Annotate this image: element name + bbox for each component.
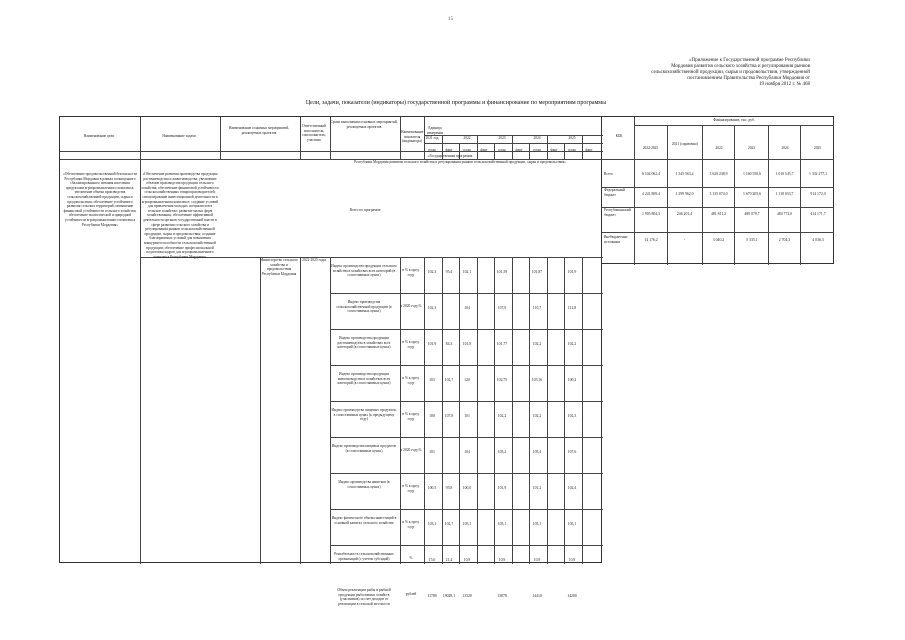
indicator-value: 10,9 (498, 558, 506, 562)
indicator-value: 107,8 (444, 414, 454, 418)
header-activity: Наименование основных мероприятий, реализуемых проектов (228, 126, 290, 135)
indicator-value: 101,9 (427, 342, 437, 346)
header-fin-total: 2022-2025 (642, 146, 659, 150)
indicator-name: Индекс производства продукции сельского хозяйства в хозяйствах всех категорий (в сопоставимых ценах) (331, 264, 397, 278)
approval-line: Мордовия развития сельского хозяйства и регулирования рынков (671, 64, 810, 69)
source-2025: 4 036,3 (812, 238, 824, 242)
header-goal: Наименование цели (83, 134, 115, 138)
indicator-unit: в % к пред. году (402, 268, 420, 277)
indicator-value: 95,4 (445, 270, 453, 274)
indicator-value: 15,0 (428, 558, 436, 562)
approval-line: постановлением Правительства Республики Мордовия от (687, 76, 810, 81)
indicator-value: 101,8 (462, 342, 472, 346)
approval-line: сельскохозяйственной продукции, сырья и продовольствия, утвержденной (651, 70, 810, 75)
header-indicator: Наименование показателя (индикатора) (401, 130, 424, 144)
source-2024: 1 010 545,7 (775, 172, 794, 176)
source-2024: 1 118 033,7 (775, 192, 794, 196)
indicator-unit: % (409, 556, 413, 560)
indicator-value: 105,1 (462, 522, 472, 526)
header-task: Наименование задачи (162, 134, 196, 138)
responsible-text: Министерство сельского хозяйства и продовольствия Республики Мордовия (260, 258, 298, 276)
source-total: 1 905 804,3 (641, 212, 661, 216)
indicator-unit: в % к пред. году (402, 484, 420, 493)
indicator-value: 102,2 (532, 342, 542, 346)
task-text: «Обеспечение развития производства продукции растениеводства и животноводства; увеличение объемов производства продукции сельского хозяйства; обеспечение финансовой устойчивости сельскохозяйственных товаропроизводителей; стимулирование инвестиционной деятельности в агропромышленном комплексе; создание условий для привлечения молодых специалистов в сельское хозяйство; развитие малых форм хозяйствования; обеспечение эффективной деятельности органов государственной власти в сфере развития сельского хозяйства и регулирования рынков сельскохозяйственной продукции, сырья и продовольствия; создание благоприятных условий для повышения конкурентоспособности сельскохозяйственной продукции; обеспечение профессиональной подготовки кадров для агропромышленного комплекса Республики Мордовия» (141, 172, 219, 259)
header-fact: факт (515, 148, 523, 152)
source-2025: 414 171,7 (810, 212, 826, 216)
indicator-value: 101,77 (496, 342, 508, 346)
header-fin-2021: 2021 (справочно) (671, 142, 699, 146)
approval-line: «Приложение к Государственной программе Республики (688, 58, 810, 63)
indicator-value: 10,9 (533, 558, 541, 562)
source-2023: 1 160 550,6 (742, 172, 762, 176)
header-fact: факт (550, 148, 558, 152)
indicator-value: 101,87 (531, 270, 543, 274)
indicator-value: 13878 (497, 594, 507, 598)
header-plan: план (463, 148, 471, 152)
header-year-2023: 2023 (498, 136, 506, 140)
indicator-value: 102,75 (496, 378, 508, 382)
indicator-unit: в % к пред. году (402, 520, 420, 529)
indicator-value: 100 (429, 414, 435, 418)
header-unit: Единица измерения (426, 126, 444, 135)
source-2023: 5 335,1 (746, 238, 758, 242)
indicator-value: 120 (464, 378, 470, 382)
source-total: 14 176,2 (644, 238, 658, 242)
indicator-value: 14410 (532, 594, 542, 598)
header-fact: факт (480, 148, 488, 152)
indicator-value: 11780 (427, 594, 437, 598)
approval-note (630, 58, 810, 88)
indicator-name: Индекс производства пищевых продуктов (в сопоставимых ценах) (331, 444, 397, 453)
source-2024: 2 704,3 (778, 238, 791, 242)
indicator-value: 104 (464, 306, 470, 310)
header-plan: план (498, 148, 506, 152)
indicator-value: 21,4 (445, 558, 453, 562)
indicator-value: 102,3 (427, 270, 437, 274)
indicator-name: Индекс производства продукции животноводства в хозяйствах всех категорий (в сопоставимых ценах) (337, 372, 391, 386)
program-name: Республики Мордовия развития сельского хозяйства и регулирования рынков сельскохозяйственной продукции, сырья и продовольствия» (354, 160, 566, 164)
header-fin-2024: 2024 (781, 146, 789, 150)
source-2022: 481 811,2 (710, 212, 727, 216)
source-total: 4 241 809,4 (641, 192, 661, 196)
indicator-unit: в % к пред. году (402, 412, 420, 421)
source-2021: 1 299 962,0 (675, 192, 694, 196)
program-row: «Государственная программа (427, 154, 473, 158)
indicator-value: 105,16 (531, 378, 543, 382)
header-year-2025: 2025 (568, 136, 576, 140)
indicator-unit: к 2020 году,% (400, 448, 422, 452)
header-term: Сроки выполнения основных мероприятий, реализуемых проектов (330, 120, 398, 129)
indicator-name: Рентабельность сельскохозяйственных организаций (с учетом субсидий) (334, 552, 394, 561)
indicator-value: 102,1 (462, 270, 472, 274)
indicator-value: 102,2 (532, 414, 542, 418)
indicator-value: 101,2 (532, 486, 542, 490)
indicator-value: 102,2 (567, 342, 577, 346)
source-name: Республиканский бюджет (604, 208, 631, 217)
source-2024: 484 772,0 (776, 212, 793, 216)
source-2025: 1 332 277,1 (808, 172, 828, 176)
source-name: Всего (604, 172, 613, 176)
document-title: Цели, задачи, показатели (индикаторы) государственной программы и финансирование по мероприятиям программы (305, 100, 607, 106)
indicator-unit: в % к пред. году (402, 376, 420, 385)
indicator-value: 100,2 (567, 378, 577, 382)
indicator-value: 112,8 (567, 306, 577, 310)
indicator-value: 101 (429, 450, 435, 454)
header-year-2024: 2024 (533, 136, 541, 140)
indicator-value: 14200 (567, 594, 577, 598)
term-text: 2022-2025 годы (302, 258, 326, 262)
source-2022: 3 135 074,0 (709, 192, 728, 196)
indicator-value: 84,3 (445, 342, 453, 346)
header-plan: план (428, 148, 436, 152)
header-kbk: КБК (615, 134, 623, 138)
indicator-value: 105,2 (497, 450, 507, 454)
indicator-value: 103 (429, 378, 435, 382)
indicator-value: 107,9 (497, 306, 507, 310)
source-2022: 3 040,2 (712, 238, 725, 242)
indicator-name: Объем реализации рыбы и рыбной продукции рыболовных хозяйств (участников) за счет доходов от реализации в сельской местности (337, 588, 391, 606)
indicator-name: Индекс производства напитков (в сопоставимых ценах) (338, 480, 390, 489)
header-responsible: Ответственный исполнитель, соисполнитель, участник (302, 124, 326, 142)
indicator-name: Индекс физического объема инвестиций в основной капитал сельского хозяйства (331, 516, 397, 525)
indicator-value: 103,1 (427, 522, 437, 526)
indicator-value: 101,9 (497, 486, 507, 490)
indicator-value: 95,8 (445, 486, 453, 490)
indicator-value: 105,1 (532, 522, 542, 526)
indicator-value: 10,9 (568, 558, 576, 562)
indicator-value: 101,9 (567, 270, 577, 274)
total-label: Всего по программе (349, 208, 381, 212)
indicator-value: 102,7 (444, 522, 454, 526)
indicator-value: 107,6 (567, 450, 577, 454)
indicator-value: 102,4 (567, 486, 577, 490)
indicator-value: 102,3 (567, 414, 577, 418)
source-2021: 1 545 563,4 (675, 172, 694, 176)
goal-text: «Обеспечение продовольственной безопасности Республики Мордовия в рамках полноценного сбалансированного питания населения продуктами агропромышленного комплекса; увеличение объема производства сельскохозяйственной продукции, сырья и продовольствия; обеспечение устойчивого развития сельских территорий; повышение финансовой устойчивости сельского хозяйства; обеспечение экологической и природной устойчивости агропромышленного комплекса Республики Мордовия» (62, 172, 138, 227)
indicator-value: 110,7 (532, 306, 542, 310)
indicator-value: 19028,1 (442, 594, 456, 598)
header-financing: Финансирование, тыс. руб. (713, 118, 755, 122)
indicator-value: 105,4 (532, 450, 542, 454)
source-2021: 246 201,4 (676, 212, 693, 216)
indicator-unit: в % к пред. году (402, 340, 420, 349)
indicator-value: 102,7 (444, 378, 454, 382)
header-fin-2023: 2023 (747, 146, 756, 150)
indicator-value: 100,5 (427, 486, 437, 490)
source-2022: 3 620 238,9 (709, 172, 728, 176)
indicator-value: 101 (464, 414, 470, 418)
header-year-2021: 2021 год (425, 136, 439, 140)
indicator-value: 105,1 (497, 522, 507, 526)
header-fin-2025: 2025 (813, 146, 822, 150)
indicator-value: 101,59 (496, 270, 508, 274)
indicator-value: 102,2 (497, 414, 507, 418)
indicator-name: Индекс производства сельскохозяйственной продукции (в сопоставимых ценах) (336, 300, 392, 314)
indicator-value: 104 (464, 450, 470, 454)
indicator-value: 13320 (462, 594, 472, 598)
indicator-name: Индекс производства пищевых продуктов, в сопоставимых ценах (к предыдущему году) (331, 408, 397, 422)
source-2025: 914 172,0 (810, 192, 826, 196)
page-number: 15 (448, 17, 453, 22)
source-2023: 480 079,7 (744, 212, 760, 216)
source-total: 6 104 062,4 (641, 172, 661, 176)
source-2021: - (683, 238, 686, 242)
indicator-unit: к 2020 году,% (400, 304, 422, 308)
source-name: Федеральный бюджет (604, 188, 625, 197)
indicator-value: 10,9 (463, 558, 471, 562)
indicator-value: 100,0 (462, 486, 472, 490)
header-fact: факт (585, 148, 593, 152)
indicator-name: Индекс производства продукции растениеводства в хозяйствах всех категорий (в сопоставимых ценах) (337, 336, 391, 350)
header-fact: факт (445, 148, 453, 152)
indicator-value: 102,3 (427, 306, 437, 310)
source-2023: 1 670 205,6 (742, 192, 762, 196)
header-year-2022: 2022 (463, 136, 471, 140)
indicator-value: 105,1 (567, 522, 577, 526)
header-fin-2022: 2022 (715, 146, 723, 150)
approval-line: 19 ноября 2012 г. № 468 (759, 82, 810, 87)
header-plan: план (568, 148, 576, 152)
header-plan: план (533, 148, 541, 152)
source-name: Внебюджетные источники (604, 235, 628, 244)
indicator-unit: рублей (405, 592, 417, 596)
